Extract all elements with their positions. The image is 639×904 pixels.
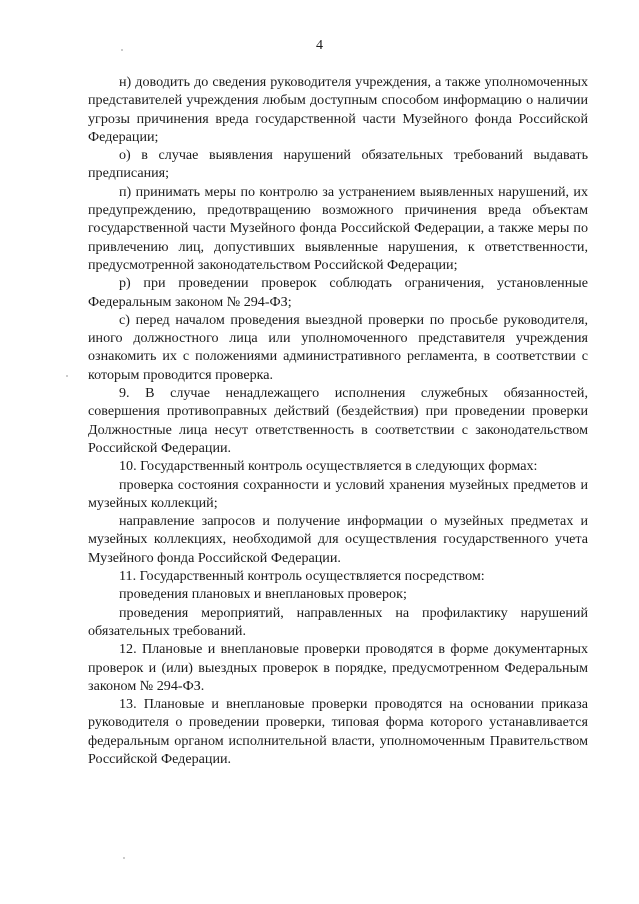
paragraph-item-r: р) при проведении проверок соблюдать ограничения, установленные Федеральным законом № 294-ФЗ; bbox=[88, 275, 588, 310]
paragraph-clause-13: 13. Плановые и внеплановые проверки проводятся на основании приказа руководителя о проведении проверки, типовая форма которого устанавливается федеральным органом исполнительной власти, уполномоченным Правительством Российской Федерации. bbox=[88, 696, 588, 767]
document-body bbox=[88, 73, 588, 768]
paragraph-item-s: с) перед началом проведения выездной проверки по просьбе руководителя, иного должностного лица или уполномоченного представителя учреждения ознакомить их с положениями административного регламента, в соответствии с которым проводится проверка. bbox=[88, 311, 588, 383]
paragraph-item-o: о) в случае выявления нарушений обязательных требований выдавать предписания; bbox=[88, 147, 588, 182]
scan-speck bbox=[123, 857, 125, 859]
scan-speck bbox=[66, 375, 68, 377]
paragraph-clause-12: 12. Плановые и внеплановые проверки проводятся в форме документарных проверок и (или) выездных проверок в порядке, предусмотренном Федеральным законом № 294-ФЗ. bbox=[88, 641, 588, 694]
paragraph-clause-10-form-1: проверка состояния сохранности и условий хранения музейных предметов и музейных коллекций; bbox=[88, 476, 588, 511]
page-number: 4 bbox=[316, 38, 323, 53]
paragraph-clause-10: 10. Государственный контроль осуществляется в следующих формах: bbox=[119, 458, 538, 475]
paragraph-clause-9: 9. В случае ненадлежащего исполнения служебных обязанностей, совершения противоправных действий (бездействия) при проведении проверки Должностные лица несут ответственность в соответствии с законодательством Российской Федерации. bbox=[88, 385, 588, 456]
scan-speck bbox=[121, 49, 123, 51]
paragraph-clause-11-means-2: проведения мероприятий, направленных на профилактику нарушений обязательных требований. bbox=[88, 604, 588, 639]
paragraph-clause-11-means-1: проведения плановых и внеплановых проверок; bbox=[119, 586, 407, 603]
paragraph-item-p: п) принимать меры по контролю за устранением выявленных нарушений, их предупреждению, предотвращению возможного причинения вреда объектам государственной части Музейного фонда Российской Федерации, а также меры по привлечению лиц, допустивших выявленные нарушения, к ответственности, предусмотренной законодательством Российской Федерации; bbox=[88, 183, 588, 273]
paragraph-clause-10-form-2: направление запросов и получение информации о музейных предметах и музейных коллекциях, необходимой для осуществления государственного учета Музейного фонда Российской Федерации. bbox=[88, 513, 588, 566]
paragraph-clause-11: 11. Государственный контроль осуществляется посредством: bbox=[119, 568, 485, 585]
paragraph-item-n: н) доводить до сведения руководителя учреждения, а также уполномоченных представителей учреждения любым доступным способом информацию о наличии угрозы причинения вреда государственной части Музейного фонда Российской Федерации; bbox=[88, 74, 588, 145]
